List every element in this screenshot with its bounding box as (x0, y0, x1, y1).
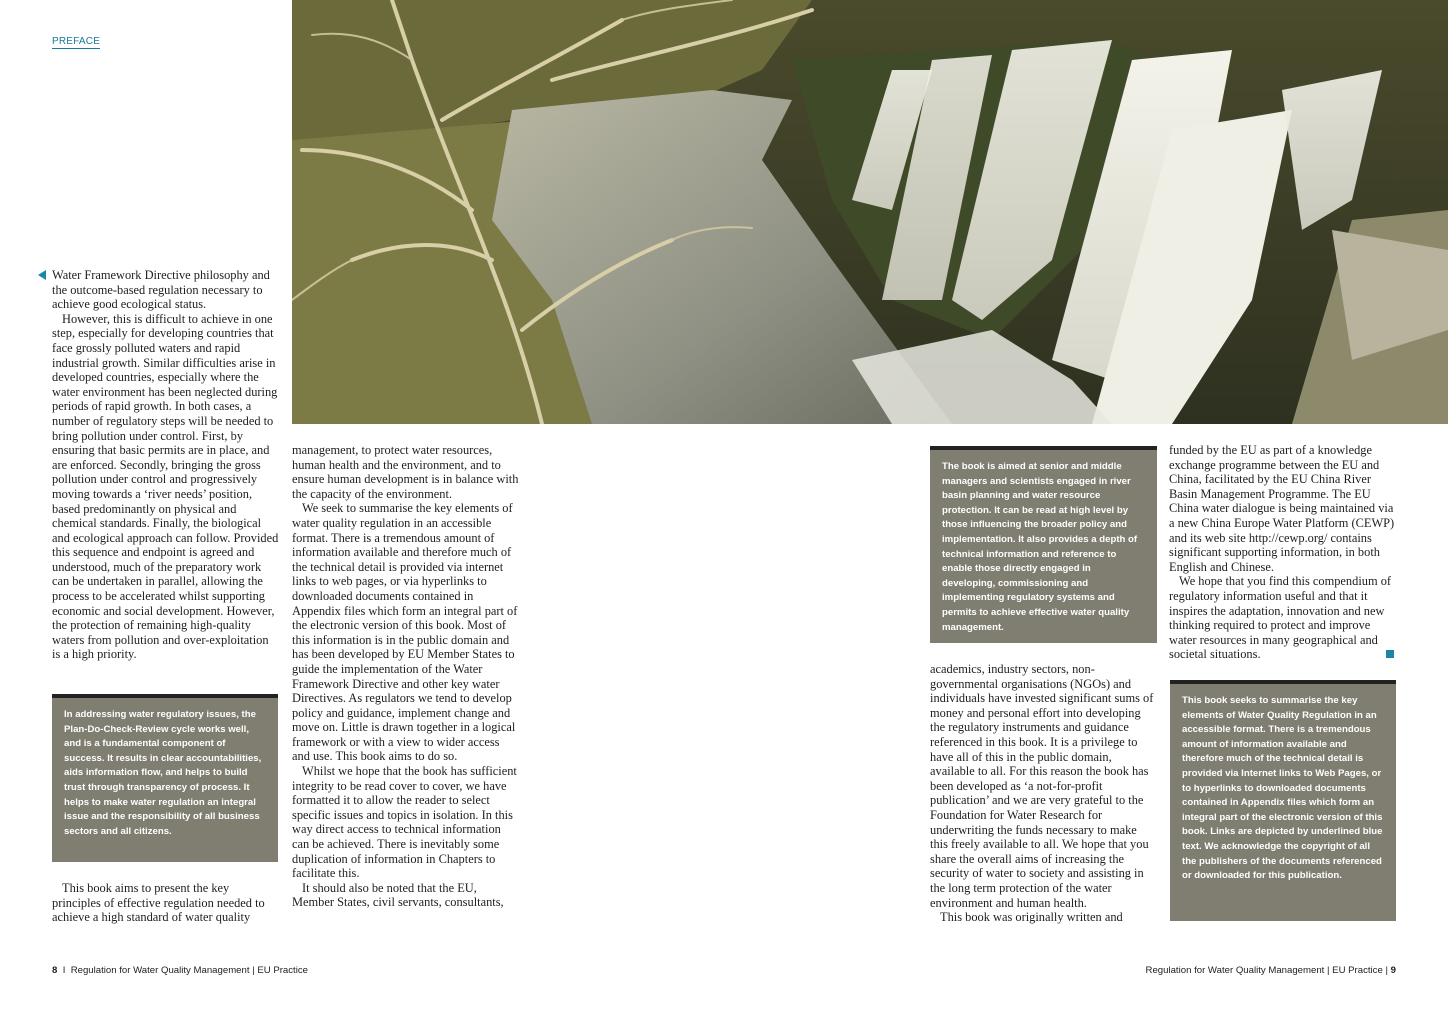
column-2-text (292, 443, 519, 910)
col2-paragraph: We seek to summarise the key elements of water quality regulation in an accessible format. There is a tremendous amount of information available and therefore much of the technical detail is provided via internet links to web pages, or via hyperlinks to downloaded documents contained in Appendix files which form an integral part of the electronic version of this book. Most of this information is in the public domain and has been developed by EU Member States to guide the implementation of the Water Framework Directive and other key water Directives. As regulators we tend to develop policy and guidance, implement change and move on. Little is drawn together in a logical framework or with a view to wider access and use. This book aims to do so. (292, 501, 518, 764)
continuation-arrow-icon (38, 270, 46, 280)
col4-paragraph: We hope that you find this compendium of regulatory information useful and that it inspires the adaptation, innovation and new thinking required to protect and improve water resources in many geographical and societal situations. (1169, 574, 1392, 662)
running-title: Regulation for Water Quality Management | EU Practice (70, 965, 308, 976)
callout-text: The book is aimed at senior and middle managers and scientists engaged in river basin planning and water resource protection. It can be read at high level by those influencing the broader policy and implementation. It also provides a depth of technical information and reference to enable those directly engaged in developing, commissioning and implementing regulatory systems and permits to achieve effective water quality management. (942, 461, 1138, 633)
column-1-text (52, 268, 279, 662)
end-of-text-square-icon (1386, 650, 1394, 658)
callout-box-summary (1170, 680, 1396, 921)
page-number: 9 (1390, 965, 1396, 976)
callout-text: This book seeks to summarise the key elements of Water Quality Regulation in an accessible format. There is a tremendous amount of information available and therefore much of the technical detail is provided via Internet links to Web Pages, or to hyperlinks to downloaded documents contained in Appendix files which form an integral part of the electronic version of this book. Links are depicted by underlined blue text. We acknowledge the copyright of all the publishers of the documents referenced or downloaded for this publication. (1182, 695, 1383, 882)
col4-paragraph: funded by the EU as part of a knowledge exchange programme between the EU and China, facilitated by the EU China River Basin Management Programme. The EU China water dialogue is being maintained via a new China Europe Water Platform (CEWP) and its web site http://cewp.org/ contains significant supporting information, in both English and Chinese. (1169, 443, 1395, 574)
col1b-paragraph: This book aims to present the key principles of effective regulation needed to achieve a high standard of water quality (52, 881, 265, 925)
footer-left (52, 965, 308, 976)
callout-box-plan-do-check (52, 694, 278, 862)
column-1-lower-text (52, 881, 279, 925)
col2-paragraph: Whilst we hope that the book has sufficient integrity to be read cover to cover, we have formatted it to allow the reader to select specific issues and topics in isolation. In this way direct access to technical information can be achieved. There is inevitably some duplication of information in Chapters to facilitate this. (292, 764, 517, 881)
col3-paragraph: This book was originally written and (940, 910, 1123, 925)
col1-paragraph: Water Framework Directive philosophy and the outcome-based regulation necessary to achieve good ecological status. (52, 268, 270, 312)
col1-paragraph: However, this is difficult to achieve in one step, especially for developing countries that face grossly polluted waters and rapid industrial growth. Similar difficulties arise in developed countries, especially where the water environment has been neglected during periods of rapid growth. In both cases, a number of regulatory steps will be needed to bring pollution under control. First, by ensuring that basic permits are in place, and are enforced. Secondly, bringing the gross pollution under control and progressively moving towards a ‘river needs’ position, based predominantly on physical and chemical standards. Finally, the biological and ecological approach can follow. Provided this sequence and endpoint is agreed and understood, much of the preparatory work can be undertaken in parallel, allowing the process to be accelerated whilst supporting economic and social development. However, the protection of remaining high-quality waters from pollution and over-exploitation is a high priority. (52, 311, 279, 662)
footer-separator: I (62, 965, 66, 976)
waterfall-photo (292, 0, 1448, 424)
running-title: Regulation for Water Quality Management | EU Practice | (1145, 965, 1388, 976)
column-4-text (1169, 443, 1396, 662)
callout-box-audience (930, 446, 1157, 643)
col2-paragraph: management, to protect water resources, human health and the environment, and to ensure human development is in balance with the capacity of the environment. (292, 443, 519, 501)
col2-paragraph: It should also be noted that the EU, Member States, civil servants, consultants, (292, 880, 504, 910)
page-number: 8 (52, 965, 58, 976)
col3-paragraph: academics, industry sectors, non-governmental organisations (NGOs) and individuals have invested significant sums of money and personal effort into developing the regulatory instruments and guidance referenced in this book. It is a privilege to have all of this in the public domain, available to all. For this reason the book has been developed as ‘a not-for-profit publication’ and we are very grateful to the Foundation for Water Research for underwriting the funds necessary to make this freely available to all. We hope that you share the overall aims of increasing the security of water to society and assisting in the long term protection of the water environment and human health. (930, 662, 1154, 910)
callout-text: In addressing water regulatory issues, the Plan-Do-Check-Review cycle works well, and is a fundamental component of success. It results in clear accountabilities, aids information flow, and helps to build trust through transparency of process. It helps to make water regulation an integral issue and the responsibility of all business sectors and all citizens. (64, 709, 262, 837)
column-3-text (930, 662, 1157, 925)
footer-right (1146, 965, 1396, 976)
section-label: PREFACE (52, 36, 101, 47)
